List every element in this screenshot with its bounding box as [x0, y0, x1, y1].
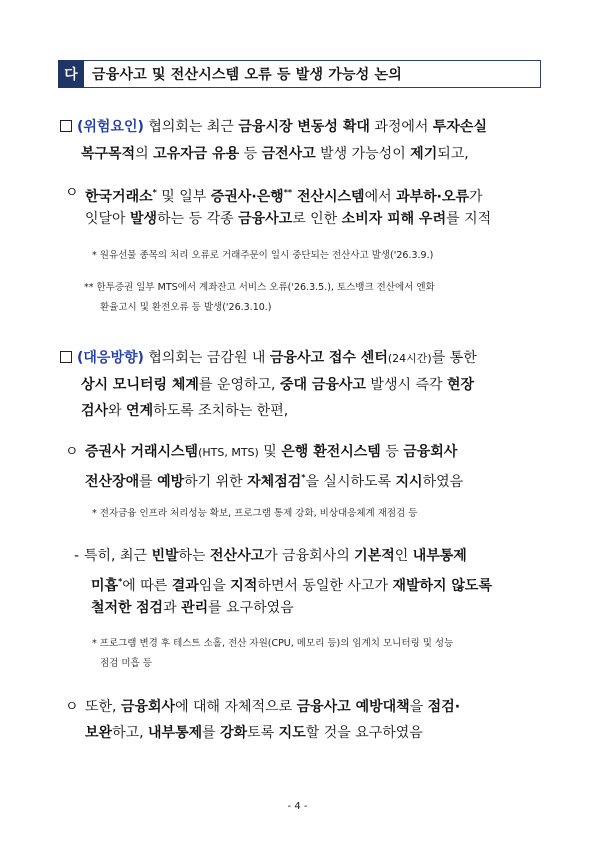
text-run: 또한, [85, 699, 121, 715]
prevention-line-1-text [85, 699, 460, 715]
internal-control-line-2 [91, 573, 492, 595]
prevention-line-2 [85, 724, 423, 742]
footnote-2-line-1: ** 한투증권 일부 MTS에서 계좌잔고 서비스 오류('26.3.5.), 토스뱅크 전산에서 엔화 [84, 282, 435, 293]
text-run: 의 [135, 146, 154, 162]
text-run: 중대 금융사고 [279, 377, 366, 393]
text-run: 보완 [85, 725, 113, 741]
text-run: 금융회사 [120, 699, 176, 715]
text-run: 을 실시하도록 [305, 474, 396, 490]
text-run: 지시 [395, 474, 423, 490]
text-run: 잇달아 [85, 211, 131, 227]
risk-line-2-text [81, 146, 469, 162]
risk-paragraph-line-1 [60, 118, 487, 136]
text-run: 현장 [446, 377, 475, 393]
text-run: 등 [239, 146, 262, 162]
text-run: 협의회는 최근 [143, 119, 239, 135]
text-run: 를 [202, 725, 221, 741]
response-line-3-text [81, 403, 288, 419]
page-number: - 4 - [287, 801, 308, 812]
footnote-marker: ** [283, 188, 293, 197]
text-run: 검사 [81, 403, 109, 419]
text-run: 내부통제 [148, 725, 203, 741]
text-run: 임을 [198, 578, 231, 594]
response-paragraph-line-1 [60, 349, 477, 368]
text-run: 연계 [126, 403, 154, 419]
text-run: 등 [380, 444, 404, 460]
text-run: 내부통제 [412, 548, 467, 564]
footnote-2-line-2: 환율고시 및 환전오류 등 발생('26.3.10.) [100, 302, 272, 313]
text-run: 과정에서 [369, 119, 433, 135]
text-run: 은행 환전시스템 [281, 444, 381, 460]
text-run: 상시 모니터링 체계 [81, 377, 199, 393]
system-check-line-2 [85, 469, 463, 491]
text-run: 가 [469, 189, 483, 205]
response-tag: (대응방향) [77, 350, 144, 366]
text-run: 에서 [364, 189, 397, 205]
text-run: 금융사고 예방대책 [296, 699, 410, 715]
footnote-marker: * [301, 473, 306, 482]
response-paragraph-line-2 [81, 376, 474, 394]
text-run: 발생시 즉각 [365, 377, 447, 393]
text-run: 지적 [230, 578, 258, 594]
text-run: 로 인한 [292, 211, 342, 227]
text-run: 특히, 최근 [84, 548, 152, 564]
text-run: 금전사고 [261, 146, 316, 162]
text-run: 강화 [220, 725, 248, 741]
text-run: 와 [108, 403, 127, 419]
text-run: 에 따른 [122, 578, 172, 594]
footnote-4-line-2: 점검 미흡 등 [100, 658, 152, 669]
text-run: 투자손실 [432, 119, 487, 135]
text-run: 재발하지 않도록 [392, 578, 492, 594]
text-run: 미흡 [91, 578, 119, 594]
footnote-1: * 원유선물 종목의 처리 오류로 거래주문이 일시 중단되는 전산사고 발생('26.3.9.) [92, 250, 434, 261]
text-run: 금융시장 변동성 확대 [238, 119, 370, 135]
text-run: 제기 [410, 146, 438, 162]
circle-bullet-icon: ㅇ [65, 699, 79, 715]
internal-control-line-3 [91, 599, 294, 617]
text-run: 하였음 [422, 474, 464, 490]
text-run: 및 일부 [156, 189, 211, 205]
text-run: 발생 [130, 211, 158, 227]
text-run: (24시간) [387, 352, 432, 365]
text-run: (HTS, MTS) [198, 446, 259, 459]
text-run: 금융사고 [238, 211, 293, 227]
text-run: 과 [163, 600, 182, 616]
text-run: 를 지적 [446, 211, 492, 227]
text-run: 를 운영하고, [198, 377, 280, 393]
text-run: 금융사고 접수 센터 [269, 350, 388, 366]
section-heading [58, 60, 541, 88]
system-check-line-1 [85, 443, 457, 462]
exchange-line-1 [85, 184, 483, 206]
internal-control-line-1-text [84, 548, 467, 564]
text-run: 점검 [136, 600, 164, 616]
text-run: 빈발 [151, 548, 179, 564]
prevention-line-2-text [85, 725, 423, 741]
prevention-line-1 [85, 698, 460, 716]
text-run: 발생 가능성이 [315, 146, 411, 162]
footnote-3: * 전자금융 인프라 처리성능 확보, 프로그램 통제 강화, 비상대응체계 재점검 등 [92, 508, 418, 519]
text-run: 전산시스템 [292, 189, 365, 205]
text-run: 소비자 피해 우려 [341, 211, 447, 227]
exchange-line-2 [85, 210, 491, 228]
dash-bullet-icon: - [74, 548, 80, 564]
text-run: 에 대해 자체적으로 [175, 699, 297, 715]
text-run: 하면서 동일한 사고가 [257, 578, 393, 594]
text-run: 하는 [178, 548, 211, 564]
text-run: 할 것을 요구하였음 [305, 725, 423, 741]
risk-tag: (위험요인) [77, 119, 144, 135]
footnote-marker: * [118, 577, 123, 586]
text-run: 자체점검 [247, 474, 302, 490]
text-run: 관리 [181, 600, 209, 616]
text-run: 고유자금 유용 [153, 146, 240, 162]
text-run: 를 요구하였음 [208, 600, 294, 616]
text-run: 지도 [278, 725, 306, 741]
text-run: 가 금융회사의 [264, 548, 355, 564]
text-run: 점검· [427, 699, 461, 715]
checkbox-square-icon [60, 120, 72, 132]
text-run: 증권사 거래시스템 [85, 444, 199, 460]
section-title: 금융사고 및 전산시스템 오류 등 발생 가능성 논의 [84, 60, 541, 88]
text-run: 토록 [247, 725, 279, 741]
text-run: 하고, [112, 725, 149, 741]
text-run: 철저한 [91, 600, 132, 616]
text-run: 금융회사 [403, 444, 458, 460]
section-badge: 다 [58, 60, 84, 88]
exchange-line-2-text [85, 211, 491, 227]
text-run: 및 [258, 444, 282, 460]
text-run: 과부하·오류 [396, 189, 470, 205]
risk-line-1-text [144, 119, 487, 135]
text-run: 하는 등 각종 [157, 211, 239, 227]
text-run: 을 [409, 699, 428, 715]
circle-bullet-icon: ㅇ [65, 185, 79, 201]
response-paragraph-line-3 [81, 402, 288, 420]
footnote-marker: * [152, 188, 157, 197]
text-run: 협의회는 금감원 내 [143, 350, 270, 366]
text-run: 하도록 조치하는 한편, [153, 403, 289, 419]
text-run: 예방 [157, 474, 185, 490]
text-run: 전산사고 [210, 548, 265, 564]
text-run: 를 통한 [431, 350, 477, 366]
text-run: 되고, [437, 146, 469, 162]
checkbox-square-icon [60, 351, 72, 363]
text-run: 하기 위한 [184, 474, 248, 490]
text-run: 복구목적 [81, 146, 136, 162]
text-run: 인 [394, 548, 413, 564]
internal-control-line-1 [84, 547, 467, 565]
circle-bullet-icon: ㅇ [65, 444, 79, 460]
risk-paragraph-line-2 [81, 145, 469, 163]
text-run: 증권사·은행 [210, 189, 284, 205]
text-run: 결과 [171, 578, 199, 594]
footnote-4-line-1: * 프로그램 변경 후 테스트 소홀, 전산 자원(CPU, 메모리 등)의 임계치 모니터링 및 성능 [92, 638, 454, 649]
text-run: 를 [139, 474, 158, 490]
response-line-2-text [81, 377, 474, 393]
krx-text: 한국거래소 [85, 189, 153, 205]
text-run: 기본적 [354, 548, 395, 564]
text-run: 전산장애 [85, 474, 140, 490]
internal-control-line-3-text [91, 600, 294, 616]
